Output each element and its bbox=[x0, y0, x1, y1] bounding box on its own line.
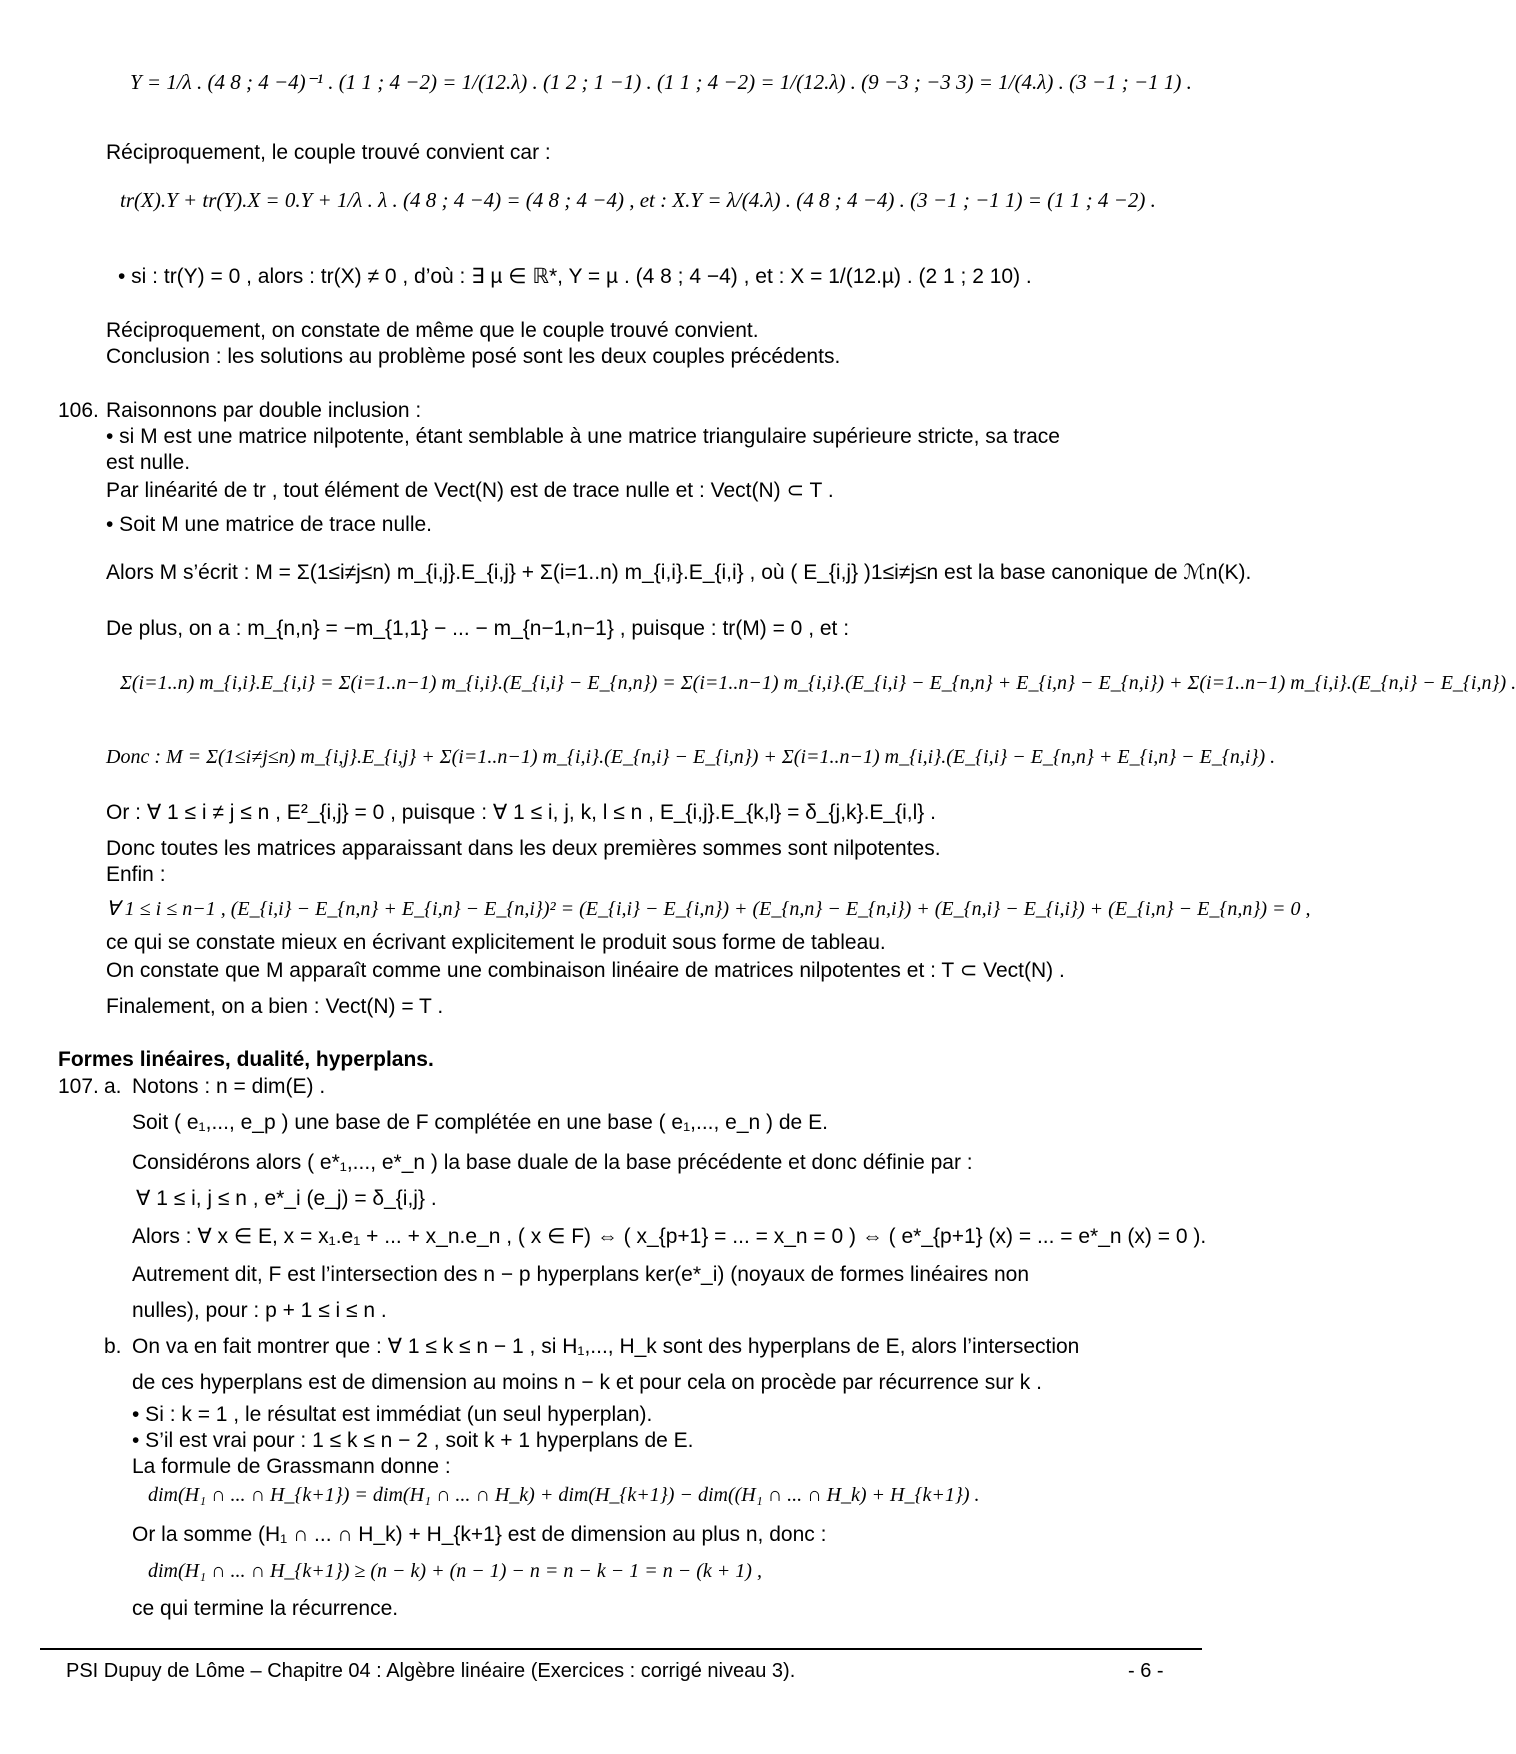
ex107-b-claim: On va en fait montrer que : ∀ 1 ≤ k ≤ n − 1 , si H₁,..., H_k sont des hyperplans de E, alors l’intersection bbox=[132, 1335, 1080, 1358]
ex107-a-basis: Soit ( e₁,..., e_p ) une base de F complétée en une base ( e₁,..., e_n ) de E. bbox=[132, 1111, 828, 1134]
footer-title: PSI Dupuy de Lôme – Chapitre 04 : Algèbre linéaire (Exercices : corrigé niveau 3). bbox=[66, 1660, 796, 1682]
ex106-square-zero: Or : ∀ 1 ≤ i ≠ j ≤ n , E²_{i,j} = 0 , puisque : ∀ 1 ≤ i, j, k, l ≤ n , E_{i,j}.E_{k,l} = δ_{j,k}.E_{i,l} . bbox=[106, 801, 936, 824]
ex106-linear-combination: On constate que M apparaît comme une combinaison linéaire de matrices nilpotentes et : T ⊂ Vect(N) . bbox=[106, 959, 1065, 982]
ex107-a-intersection-cont: nulles), pour : p + 1 ≤ i ≤ n . bbox=[132, 1299, 387, 1322]
exercise-number-106: 106. bbox=[58, 399, 99, 422]
ex107-b-sum-dimension: Or la somme (H₁ ∩ ... ∩ H_k) + H_{k+1} est de dimension au plus n, donc : bbox=[132, 1523, 827, 1546]
ex106-nilpotent-trace-cont: est nulle. bbox=[106, 451, 191, 474]
ex107-part-a-label: a. bbox=[104, 1075, 122, 1098]
ex107-b-grassmann-intro: La formule de Grassmann donne : bbox=[132, 1455, 451, 1478]
footer-rule bbox=[40, 1648, 1202, 1650]
section-title: Formes linéaires, dualité, hyperplans. bbox=[58, 1048, 434, 1071]
ex106-trace-zero-matrix: • Soit M une matrice de trace nulle. bbox=[106, 513, 433, 536]
ex107-a-dimension: Notons : n = dim(E) . bbox=[132, 1075, 326, 1098]
page-number: - 6 - bbox=[1128, 1660, 1164, 1682]
reciprocal-statement: Réciproquement, le couple trouvé convient car : bbox=[106, 141, 551, 164]
ex106-m-rewritten: Donc : M = Σ(1≤i≠j≤n) m_{i,j}.E_{i,j} + Σ(i=1..n−1) m_{i,i}.(E_{n,i} − E_{i,n}) + Σ(i=1..n−1) m_{i,i}.(E_{i,i} − E_{n,n} + E_{i,n} − E_{n,i}) . bbox=[106, 746, 1276, 768]
ex107-a-dual-definition: ∀ 1 ≤ i, j ≤ n , e*_i (e_j) = δ_{i,j} . bbox=[136, 1187, 437, 1210]
ex106-diagonal-sum: Σ(i=1..n) m_{i,i}.E_{i,i} = Σ(i=1..n−1) m_{i,i}.(E_{i,i} − E_{n,n}) = Σ(i=1..n−1) m_{i,i}.(E_{i,i} − E_{n,n} + E_{i,n} − E_{n,i}) + Σ(i=1..n−1) m_{i,i}.(E_{n,i} − E_{i,n}) . bbox=[120, 672, 1516, 694]
ex106-finally: Enfin : bbox=[106, 863, 166, 886]
ex106-square-computation: ∀ 1 ≤ i ≤ n−1 , (E_{i,i} − E_{n,n} + E_{i,n} − E_{n,i})² = (E_{i,i} − E_{i,n}) + (E_{n,n} − E_{n,i}) + (E_{n,i} − E_{i,i}) + (E_{i,n} − E_{n,n}) = 0 , bbox=[106, 898, 1311, 920]
ex107-b-claim-cont: de ces hyperplans est de dimension au moins n − k et pour cela on procède par récurrence sur k . bbox=[132, 1371, 1042, 1394]
ex106-last-coefficient: De plus, on a : m_{n,n} = −m_{1,1} − ... − m_{n−1,n−1} , puisque : tr(M) = 0 , et : bbox=[106, 617, 850, 640]
exercise-number-107: 107. bbox=[58, 1075, 99, 1098]
ex107-a-equivalence: Alors : ∀ x ∈ E, x = x₁.e₁ + ... + x_n.e_n , ( x ∈ F) ⇔ ( x_{p+1} = ... = x_n = 0 ) ⇔ ( e*_{p+1} (x) = ... = e*_n (x) = 0 ). bbox=[132, 1225, 1207, 1248]
ex107-b-inequality: dim(H₁ ∩ ... ∩ H_{k+1}) ≥ (n − k) + (n − 1) − n = n − k − 1 = n − (k + 1) , bbox=[148, 1560, 762, 1582]
equation-verification: tr(X).Y + tr(Y).X = 0.Y + 1/λ . λ . (4 8 ; 4 −4) = (4 8 ; 4 −4) , et : X.Y = λ/(4.λ) . (4 8 ; 4 −4) . (3 −1 ; −1 1) = (1 1 ; 4 −2) . bbox=[120, 188, 1156, 212]
ex106-decomposition: Alors M s’écrit : M = Σ(1≤i≠j≤n) m_{i,j}.E_{i,j} + Σ(i=1..n) m_{i,i}.E_{i,i} , où ( E_{i,j} )1≤i≠j≤n est la base canonique de ℳn(K). bbox=[106, 561, 1252, 584]
ex107-b-conclusion: ce qui termine la récurrence. bbox=[132, 1597, 399, 1620]
ex107-b-base-case: • Si : k = 1 , le résultat est immédiat (un seul hyperplan). bbox=[132, 1403, 653, 1426]
ex106-linearity: Par linéarité de tr , tout élément de Vect(N) est de trace nulle et : Vect(N) ⊂ T . bbox=[106, 479, 834, 502]
conclusion: Conclusion : les solutions au problème posé sont les deux couples précédents. bbox=[106, 345, 841, 368]
ex106-nilpotent-trace: • si M est une matrice nilpotente, étant semblable à une matrice triangulaire supérieure stricte, sa trace bbox=[106, 425, 1060, 448]
ex106-nilpotent-sums: Donc toutes les matrices apparaissant dans les deux premières sommes sont nilpotentes. bbox=[106, 837, 941, 860]
ex106-final-equality: Finalement, on a bien : Vect(N) = T . bbox=[106, 995, 444, 1018]
ex107-b-grassmann-formula: dim(H₁ ∩ ... ∩ H_{k+1}) = dim(H₁ ∩ ... ∩ H_k) + dim(H_{k+1}) − dim((H₁ ∩ ... ∩ H_k) + H_{k+1}) . bbox=[148, 1484, 980, 1506]
ex107-b-induction: • S’il est vrai pour : 1 ≤ k ≤ n − 2 , soit k + 1 hyperplans de E. bbox=[132, 1429, 694, 1452]
equation-y-computation: Y = 1/λ . (4 8 ; 4 −4)⁻¹ . (1 1 ; 4 −2) = 1/(12.λ) . (1 2 ; 1 −1) . (1 1 ; 4 −2) = 1/(12.λ) . (9 −3 ; −3 3) = 1/(4.λ) . (3 −1 ; −1 1) . bbox=[130, 70, 1192, 94]
reciprocal-statement-2: Réciproquement, on constate de même que le couple trouvé convient. bbox=[106, 319, 759, 342]
ex106-intro: Raisonnons par double inclusion : bbox=[106, 399, 422, 422]
ex107-a-intersection: Autrement dit, F est l’intersection des n − p hyperplans ker(e*_i) (noyaux de formes linéaires non bbox=[132, 1263, 1030, 1286]
case-trace-y-zero: • si : tr(Y) = 0 , alors : tr(X) ≠ 0 , d’où : ∃ µ ∈ ℝ*, Y = µ . (4 8 ; 4 −4) , et : X = 1/(12.µ) . (2 1 ; 2 10) . bbox=[118, 265, 1032, 288]
ex107-part-b-label: b. bbox=[104, 1335, 122, 1358]
ex106-table-remark: ce qui se constate mieux en écrivant explicitement le produit sous forme de tableau. bbox=[106, 931, 886, 954]
ex107-a-dual-basis: Considérons alors ( e*₁,..., e*_n ) la base duale de la base précédente et donc définie par : bbox=[132, 1151, 973, 1174]
